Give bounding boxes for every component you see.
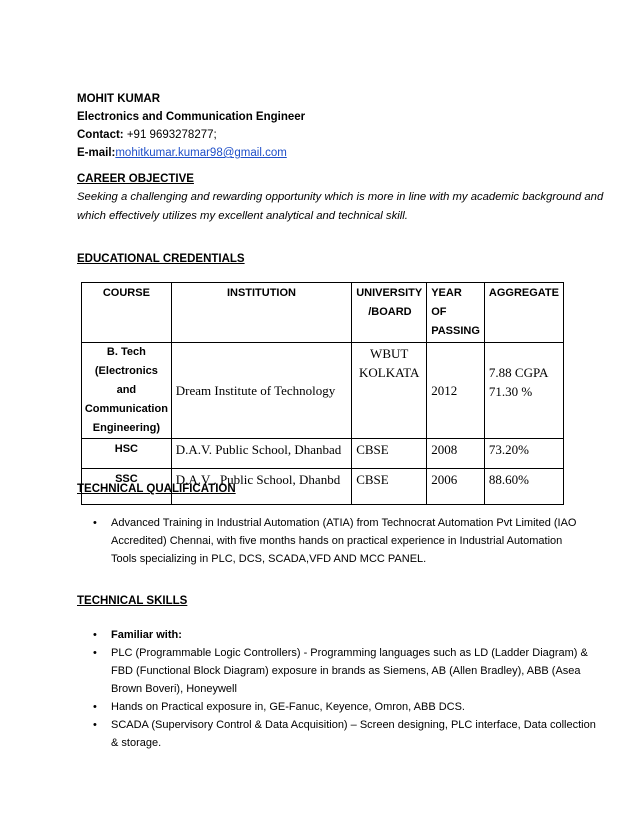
career-section bbox=[77, 170, 604, 226]
bullet-icon: • bbox=[93, 701, 97, 713]
col-year bbox=[427, 283, 485, 343]
education-table bbox=[81, 282, 564, 505]
row1-institution: Dream Institute of Technology bbox=[171, 343, 351, 439]
row2-aggregate: 73.20% bbox=[484, 439, 563, 469]
row2-course: HSC bbox=[82, 439, 172, 469]
ts-heading: TECHNICAL SKILLS bbox=[77, 595, 188, 607]
contact-line bbox=[77, 126, 305, 144]
list-item bbox=[77, 698, 577, 716]
row1-course-line3: Communication bbox=[84, 403, 168, 415]
plc-line2: FBD (Functional Block Diagram) exposure in brands as Siemens, AB (Allen Bradley), ABB (Asea bbox=[111, 665, 581, 677]
table-row bbox=[82, 343, 564, 439]
career-text-line1: Seeking a challenging and rewarding opportunity which is more in line with my academic background and bbox=[77, 191, 604, 203]
col-course: COURSE bbox=[82, 283, 172, 343]
scada-line1: SCADA (Supervisory Control & Data Acquisition) – Screen designing, PLC interface, Data collection bbox=[111, 719, 596, 731]
tq-line1: Advanced Training in Industrial Automation (ATIA) from Technocrat Automation Pvt Limited (IAO bbox=[111, 517, 577, 529]
career-heading: CAREER OBJECTIVE bbox=[77, 173, 194, 185]
ts-list bbox=[77, 626, 596, 752]
contact-label: Contact: bbox=[77, 129, 124, 141]
row1-course-line1: B. Tech bbox=[106, 346, 146, 358]
row1-board bbox=[352, 343, 427, 439]
bullet-icon: • bbox=[93, 647, 97, 659]
candidate-name: MOHIT KUMAR bbox=[77, 93, 161, 105]
technical-skills-section bbox=[77, 592, 596, 752]
table-header-row bbox=[82, 283, 564, 343]
scada-line2: & storage. bbox=[111, 737, 162, 749]
list-item bbox=[77, 626, 577, 644]
table-row bbox=[82, 439, 564, 469]
bullet-icon: • bbox=[93, 719, 97, 731]
row2-institution: D.A.V. Public School, Dhanbad bbox=[171, 439, 351, 469]
education-heading: EDUCATIONAL CREDENTIALS bbox=[77, 253, 245, 265]
row2-year: 2008 bbox=[427, 439, 485, 469]
tq-line3: Tools specializing in PLC, DCS, SCADA,VFD AND MCC PANEL. bbox=[111, 553, 427, 565]
row3-course: SSC bbox=[82, 469, 172, 505]
career-text-line2: which effectively utilizes my excellent analytical and technical skill. bbox=[77, 210, 408, 222]
col-university bbox=[352, 283, 427, 343]
col-university-line1: UNIVERSITY bbox=[356, 287, 423, 299]
row3-year: 2006 bbox=[427, 469, 485, 505]
email-label: E-mail: bbox=[77, 147, 116, 159]
row1-course-line2: (Electronics and bbox=[94, 365, 158, 396]
tq-list bbox=[77, 514, 577, 568]
list-item bbox=[77, 716, 596, 752]
header-block bbox=[77, 90, 305, 162]
hands-on-text: Hands on Practical exposure in, GE-Fanuc, Keyence, Omron, ABB DCS. bbox=[111, 701, 465, 713]
email-link[interactable]: mohitkumar.kumar98@gmail.com bbox=[115, 147, 287, 159]
row1-course bbox=[82, 343, 172, 439]
col-aggregate: AGGREGATE bbox=[484, 283, 563, 343]
row3-aggregate: 88.60% bbox=[484, 469, 563, 505]
plc-line1: PLC (Programmable Logic Controllers) - Programming languages such as LD (Ladder Diagram) & bbox=[111, 647, 588, 659]
col-university-line2: /BOARD bbox=[368, 306, 412, 318]
bullet-icon: • bbox=[93, 629, 97, 641]
row1-aggregate-line1: 7.88 CGPA bbox=[488, 365, 549, 380]
row1-aggregate bbox=[484, 343, 563, 439]
row1-aggregate-line2: 71.30 % bbox=[488, 384, 533, 399]
plc-line3: Brown Boveri), Honeywell bbox=[111, 683, 237, 695]
row1-year: 2012 bbox=[427, 343, 485, 439]
row1-course-line4: Engineering) bbox=[92, 422, 160, 434]
row3-board: CBSE bbox=[352, 469, 427, 505]
list-item bbox=[77, 644, 588, 698]
technical-qualification-section bbox=[77, 480, 577, 568]
row3-institution: D.A.V . Public School, Dhanbd bbox=[171, 469, 351, 505]
row1-board-line1: WBUT bbox=[370, 346, 409, 361]
row2-board: CBSE bbox=[352, 439, 427, 469]
col-institution: INSTITUTION bbox=[171, 283, 351, 343]
tq-heading: TECHNICAL QUALIFICATION bbox=[77, 483, 236, 495]
list-item bbox=[77, 514, 577, 568]
col-year-line1: YEAR OF bbox=[431, 287, 462, 318]
contact-value: +91 9693278277; bbox=[126, 129, 217, 141]
bullet-icon: • bbox=[93, 517, 97, 529]
candidate-role: Electronics and Communication Engineer bbox=[77, 111, 306, 123]
familiar-label: Familiar with: bbox=[111, 629, 182, 641]
col-year-line2: PASSING bbox=[431, 325, 480, 337]
row1-board-line2: KOLKATA bbox=[359, 365, 420, 380]
email-line bbox=[77, 144, 305, 162]
tq-line2: Accredited) Chennai, with five months hands on practical experience in Industrial Automation bbox=[111, 535, 563, 547]
